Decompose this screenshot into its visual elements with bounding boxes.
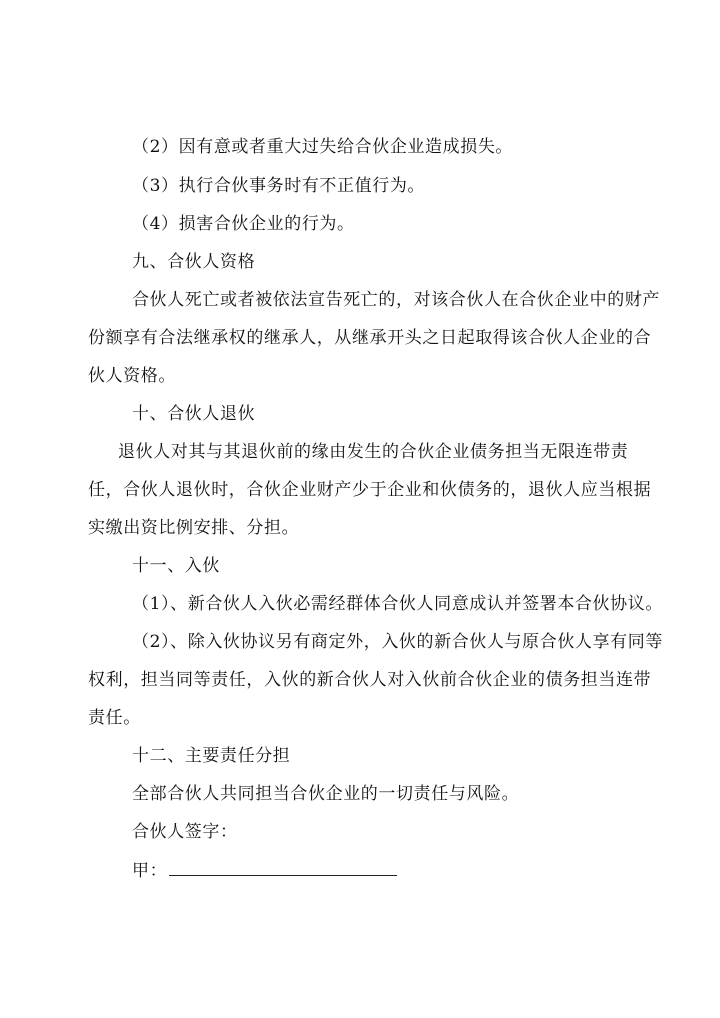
paragraph-line: 全部合伙人共同担当合伙企业的一切责任与风险。 [132,784,520,804]
paragraph-line: 退伙人对其与其退伙前的缘由发生的合伙企业债务担当无限连带责 [118,442,629,462]
signature-label: 甲： [132,861,168,881]
paragraph-line: 任，合伙人退伙时，合伙企业财产少于企业和伙债务的，退伙人应当根据 [88,480,652,500]
clause-item-4: （4）损害合伙企业的行为。 [132,214,355,234]
clause-item-admission-2: （2）、除入伙协议另有商定外，入伙的新合伙人与原合伙人享有同等 [132,632,663,652]
paragraph-line: 实缴出资比例安排、分担。 [88,518,300,538]
clause-item-admission-1: （1）、新合伙人入伙必需经群体合伙人同意成认并签署本合伙协议。 [132,594,663,614]
paragraph-line: 份额享有合法继承权的继承人，从继承开头之日起取得该合伙人企业的合 [88,328,652,348]
section-heading-admission: 十一、入伙 [132,556,220,576]
paragraph-line: 合伙人死亡或者被依法宣告死亡的，对该合伙人在合伙企业中的财产 [132,290,660,310]
clause-item-2: （2）因有意或者重大过失给合伙企业造成损失。 [132,137,514,157]
signature-row [132,859,397,882]
section-heading-responsibility: 十二、主要责任分担 [132,746,291,766]
section-heading-withdrawal: 十、合伙人退伙 [132,404,256,424]
section-heading-partner-qualification: 九、合伙人资格 [132,252,256,272]
signature-blank-line[interactable] [169,859,397,876]
paragraph-line: 责任。 [88,708,141,728]
clause-item-3: （3）执行合伙事务时有不正值行为。 [132,176,426,196]
paragraph-line: 伙人资格。 [88,366,176,386]
signature-heading: 合伙人签字： [132,822,238,842]
paragraph-line: 权利，担当同等责任，入伙的新合伙人对入伙前合伙企业的债务担当连带 [88,670,652,690]
